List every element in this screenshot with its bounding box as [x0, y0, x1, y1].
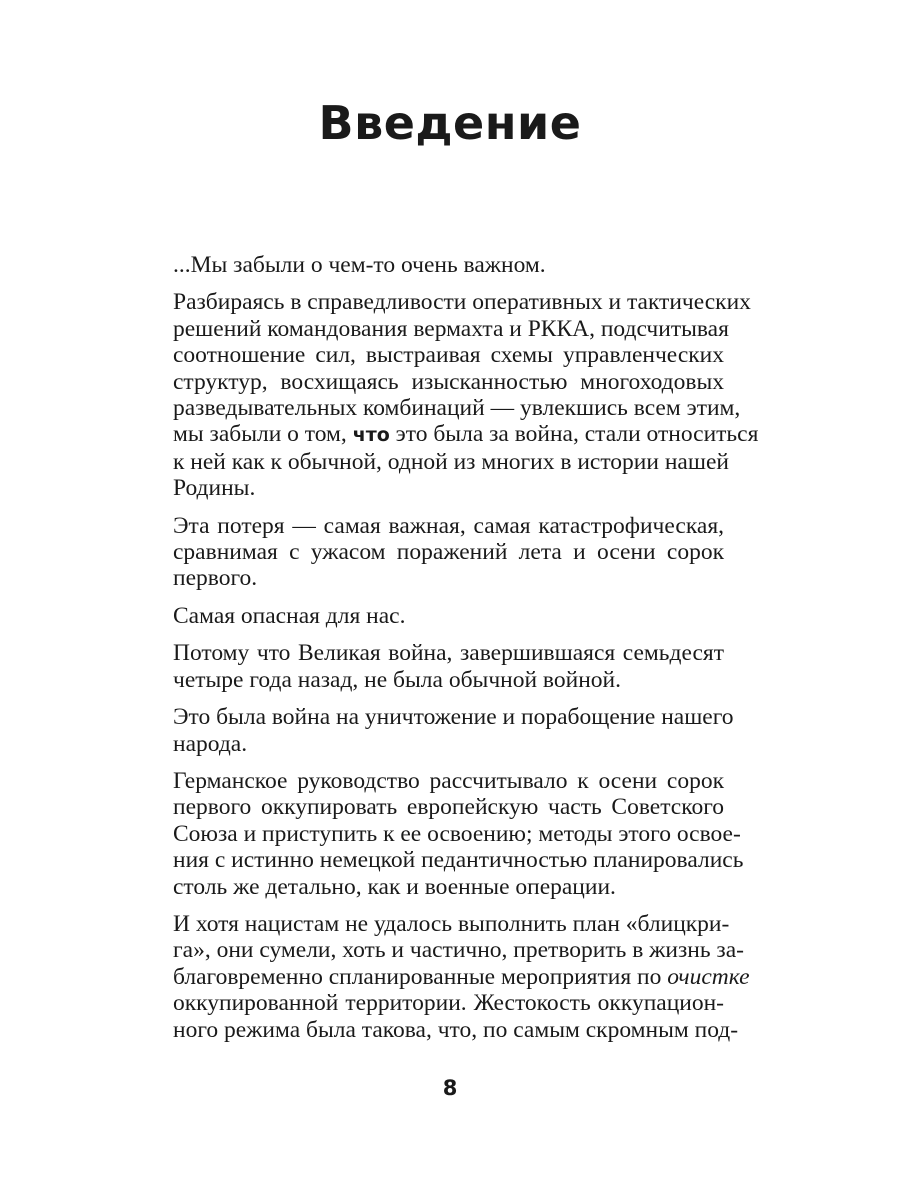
italic-emphasis: очистке — [667, 963, 750, 990]
paragraph — [173, 767, 744, 900]
text-line: структур, восхищаясь изысканностью многоходовых — [173, 368, 724, 395]
paragraph — [173, 910, 750, 1043]
text-line: Родины. — [173, 475, 256, 502]
text-line-with-emphasis — [173, 963, 750, 990]
paragraph — [173, 252, 724, 278]
text-line: ...Мы забыли о чем-то очень важном. — [173, 252, 546, 278]
text-line: разведывательных комбинаций — увлекшись всем этим, — [173, 395, 741, 422]
text-line: га», они сумели, хоть и частично, претворить в жизнь за- — [173, 937, 744, 964]
text-line: соотношение сил, выстраивая схемы управленческих — [173, 342, 724, 369]
text-line: первого оккупировать европейскую часть Советского — [173, 794, 724, 821]
text-line: первого. — [173, 565, 258, 592]
text-fragment: мы забыли о том, — [173, 421, 347, 448]
text-line: сравнимая с ужасом поражений лета и осени сорок — [173, 539, 724, 566]
text-fragment: это была за война, стали относиться — [395, 421, 759, 448]
paragraph — [173, 640, 724, 693]
text-line: Потому что Великая война, завершившаяся семьдесят — [173, 640, 724, 667]
page-number: 8 — [442, 1076, 458, 1100]
text-line: народа. — [173, 730, 248, 757]
text-line: Разбираясь в справедливости оперативных и тактических — [173, 289, 751, 316]
text-line: ного режима была такова, что, по самым скромным под- — [173, 1016, 739, 1043]
chapter-title: Введение — [318, 96, 582, 150]
text-line: Германское руководство рассчитывало к осени сорок — [173, 767, 724, 794]
text-line: ния с истинно немецкой педантичностью планировались — [173, 847, 744, 874]
text-line: Самая опасная для нас. — [173, 602, 406, 629]
text-line: столь же детально, как и военные операции. — [173, 873, 616, 900]
text-line-with-emphasis — [173, 421, 759, 448]
paragraph — [173, 704, 734, 757]
text-line: решений командования вермахта и РККА, подсчитывая — [173, 315, 729, 342]
paragraph — [173, 513, 724, 592]
text-line: Эта потеря — самая важная, самая катастрофическая, — [173, 512, 724, 539]
paragraph — [173, 289, 759, 502]
body-text — [173, 252, 759, 1054]
text-line: Это была война на уничтожение и порабощение нашего — [173, 704, 734, 731]
text-line: четыре года назад, не была обычной войной. — [173, 666, 621, 693]
text-line: оккупированной территории. Жестокость оккупацион- — [173, 990, 724, 1017]
text-line: Союза и приступить к ее освоению; методы этого освое- — [173, 820, 741, 847]
text-line: И хотя нацистам не удалось выполнить план «блицкри- — [173, 910, 730, 937]
bold-emphasis: что — [352, 424, 390, 447]
paragraph — [173, 603, 724, 629]
text-fragment: благовременно спланированные мероприятия по — [173, 963, 662, 990]
text-line: к ней как к обычной, одной из многих в истории нашей — [173, 448, 729, 475]
